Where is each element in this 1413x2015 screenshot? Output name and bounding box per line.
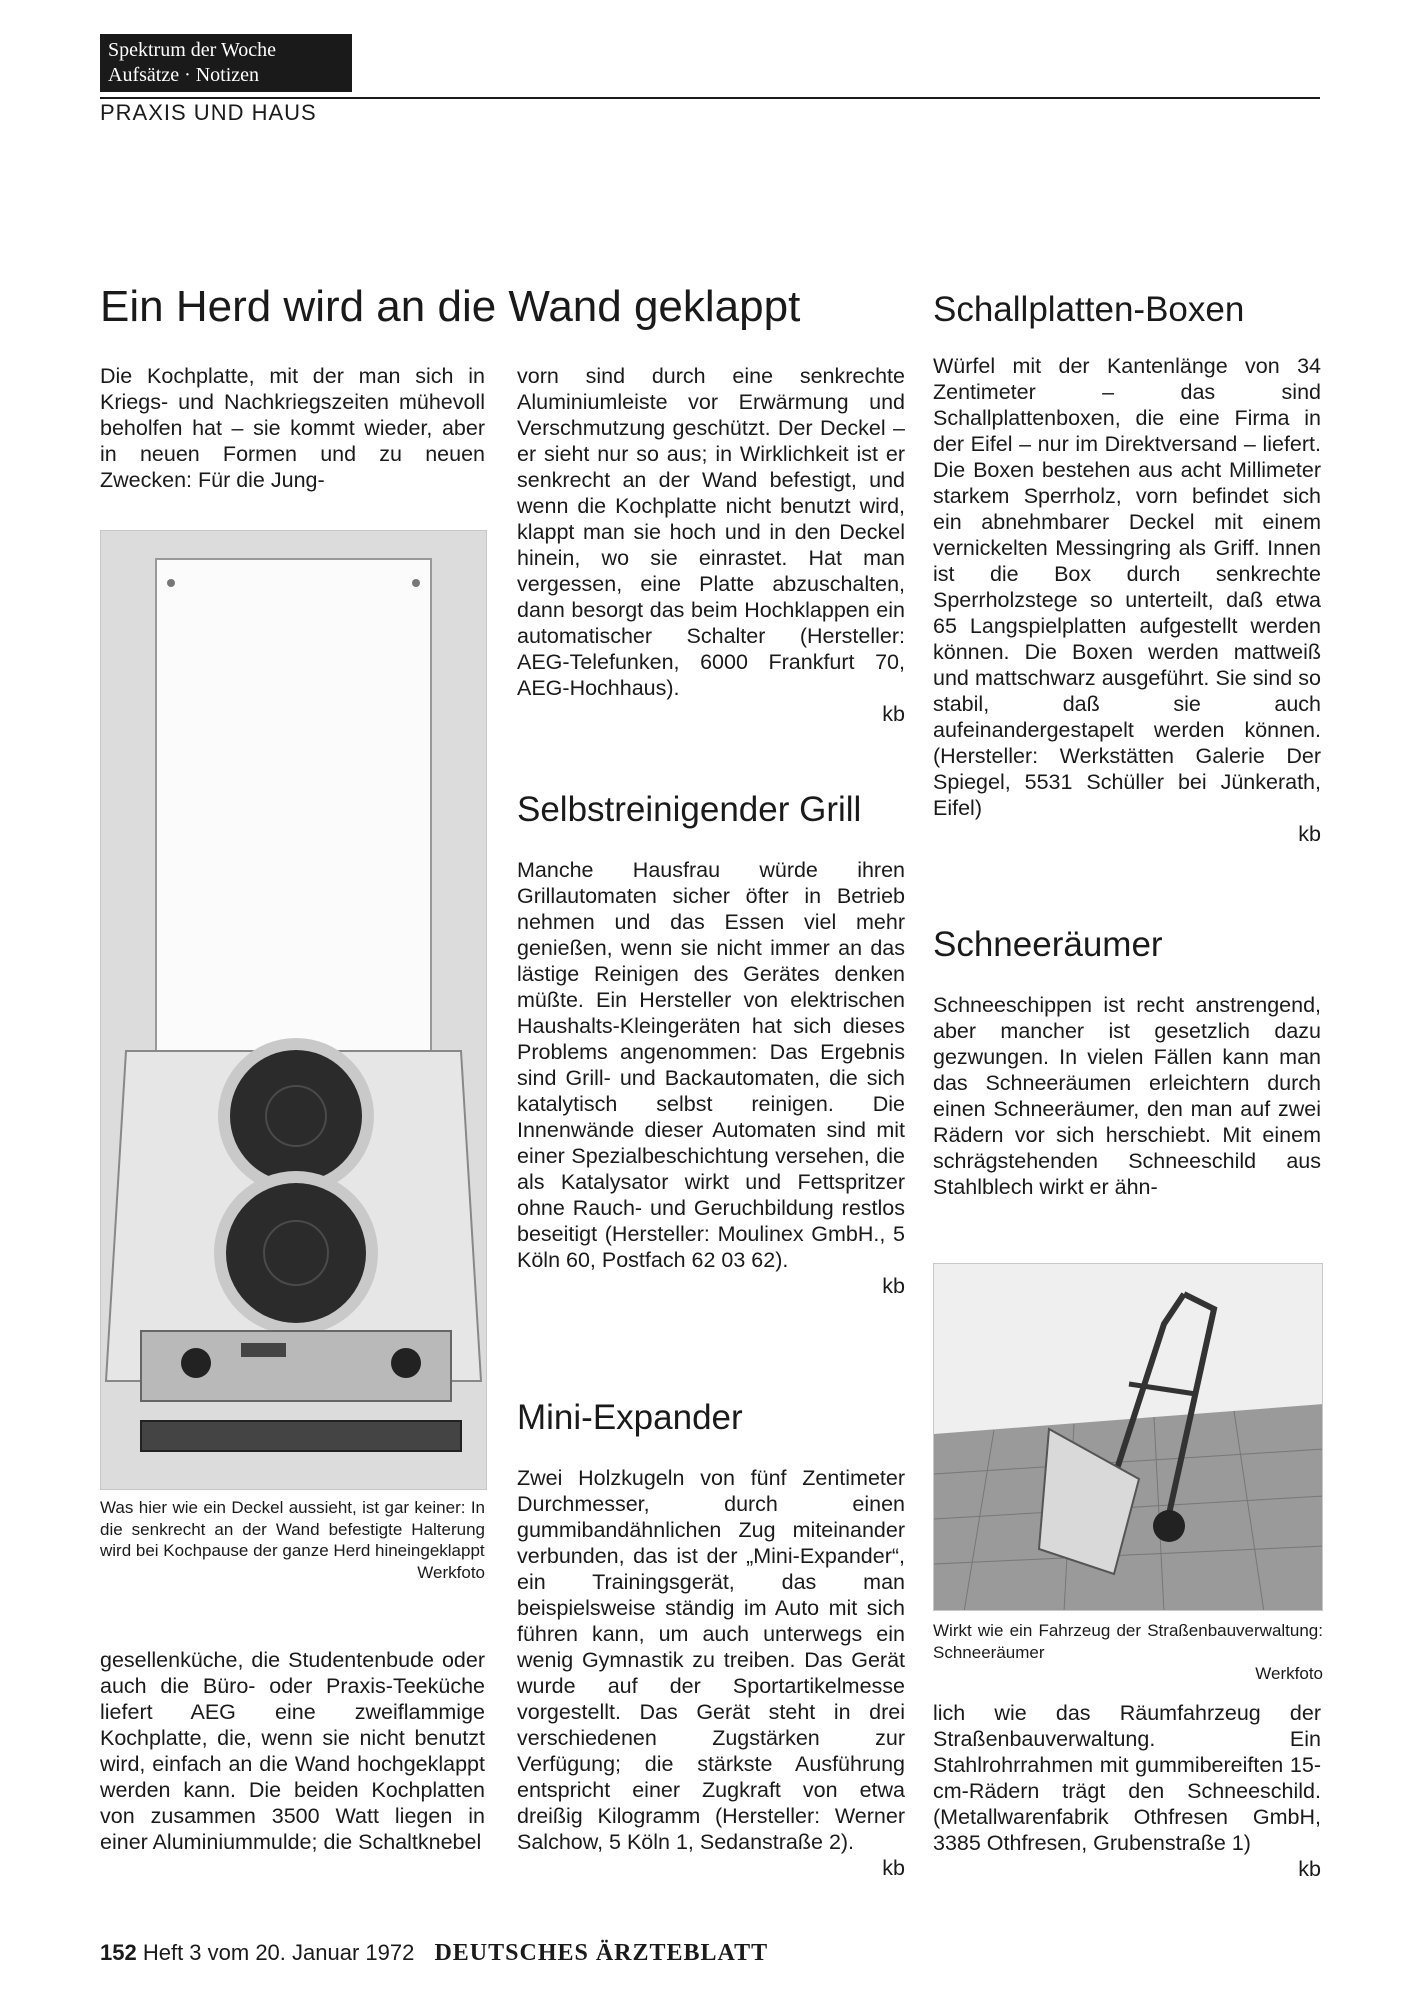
- boxen-text: [933, 353, 1321, 847]
- badge-line-2: Aufsätze · Notizen: [108, 64, 260, 86]
- section-heading: PRAXIS UND HAUS: [100, 100, 317, 125]
- stove-caption-text: Was hier wie ein Deckel aussieht, ist gar keiner: In die senkrecht an der Wand befestigte Halterung wird bei Kochpause der ganze Herd hineingeklappt: [100, 1498, 485, 1560]
- stove-photo: [100, 530, 487, 1490]
- expander-paragraph: Zwei Holzkugeln von fünf Zentimeter Durchmesser, durch einen gummibandähnlichen Zug miteinander verbunden, das ist der „Mini-Expander“, ein Trainingsgerät, das man beispielsweise ständig im Auto mit sich führen kann, um auch unterwegs ein wenig Gymnastik zu treiben. Das Gerät wurde auf der Sportartikelmesse vorgestellt. Das Gerät steht in drei verschiedenen Zugstärken zur Verfügung; die stärkste Ausführung entspricht einer Zugkraft von etwa dreißig Kilogramm (Hersteller: Werner Salchow, 5 Köln 1, Sedanstraße 2).: [517, 1466, 905, 1854]
- page-footer: [100, 1940, 768, 1967]
- grill-paragraph: Manche Hausfrau würde ihren Grillautomaten sicher öfter in Betrieb nehmen und das Essen viel mehr genießen, wenn sie nicht immer an das lästige Reinigen des Gerätes denken müßte. Ein Hersteller von elektrischen Haushalts-Kleingeräten hat sich dieses Problems angenommen: Das Ergebnis sind Grill- und Backautomaten, die sich katalytisch selbst reinigen. Die Innenwände dieser Automaten sind mit einer Spezialbeschichtung versehen, die als Katalysator wirkt und Fettspritzer ohne Rauch- und Geruchbildung restlos beseitigt (Hersteller: Moulinex GmbH., 5 Köln 60, Postfach 62 03 62).: [517, 858, 905, 1272]
- stove-illustration: [101, 531, 487, 1490]
- badge-line-1: Spektrum der Woche: [108, 39, 276, 61]
- article-title-expander: Mini-Expander: [517, 1398, 743, 1437]
- page-number: 152: [100, 1940, 137, 1965]
- stove-photo-credit: Werkfoto: [417, 1562, 485, 1582]
- grill-signature: kb: [882, 1274, 905, 1298]
- snow-plow-photo-credit: Werkfoto: [1255, 1664, 1323, 1683]
- herd-signature: kb: [882, 702, 905, 726]
- schnee-text: [933, 992, 1321, 1200]
- herd-intro-paragraph: Die Kochplatte, mit der man sich in Kriegs- und Nachkriegszeiten mühevoll beholfen hat – sie kommt wieder, aber in neuen Formen und zu neuen Zwecken: Für die Jung-: [100, 364, 485, 492]
- schnee-paragraph: Schneeschippen ist recht anstrengend, aber mancher ist gesetzlich dazu gezwungen. In vielen Fällen kann man das Schneeräumen erleichtern durch einen Schneeräumer, den man auf zwei Rädern vor sich herschiebt. Mit einem schrägstehenden Schneeschild aus Stahlblech wirkt er ähn-: [933, 993, 1321, 1199]
- snow-plow-illustration: [934, 1264, 1323, 1611]
- header-rule: [100, 97, 1320, 99]
- article-title-herd: Ein Herd wird an die Wand geklappt: [100, 282, 801, 331]
- herd-continued-text: [100, 1647, 485, 1855]
- grill-text: [517, 857, 905, 1299]
- masthead: DEUTSCHES ÄRZTEBLATT: [434, 1940, 769, 1966]
- herd-col2-paragraph: vorn sind durch eine senkrechte Aluminiumleiste vor Erwärmung und Verschmutzung geschützt. Der Deckel – er sieht nur so aus; in Wirklichkeit ist er senkrecht an der Wand befestigt, und wenn die Kochplatte nicht benutzt wird, klappt man sie hoch und in den Deckel hinein, wo sie einrastet. Hat man vergessen, eine Platte abzuschalten, dann besorgt das beim Hochklappen ein automatischer Schalter (Hersteller: AEG-Telefunken, 6000 Frankfurt 70, AEG-Hochhaus).: [517, 364, 905, 700]
- boxen-signature: kb: [1298, 822, 1321, 846]
- expander-text: [517, 1465, 905, 1881]
- schnee-continued-text: [933, 1700, 1321, 1882]
- article-title-boxen: Schallplatten-Boxen: [933, 290, 1245, 329]
- expander-signature: kb: [882, 1856, 905, 1880]
- snow-plow-photo: [933, 1263, 1323, 1611]
- snow-plow-caption: [933, 1620, 1323, 1685]
- schnee-signature: kb: [1298, 1857, 1321, 1881]
- issue-info: Heft 3 vom 20. Januar 1972: [142, 1940, 415, 1965]
- herd-intro-text: [100, 363, 485, 493]
- snow-plow-caption-text: Wirkt wie ein Fahrzeug der Straßenbauverwaltung: Schneeräumer: [933, 1621, 1323, 1662]
- herd-continued-paragraph: gesellenküche, die Studentenbude oder auch die Büro- oder Praxis-Teeküche liefert AEG eine zweiflammige Kochplatte, die, wenn sie nicht benutzt wird, einfach an die Wand hochgeklappt werden kann. Die beiden Kochplatten von zusammen 3500 Watt liegen in einer Aluminiummulde; die Schaltknebel: [100, 1648, 485, 1854]
- herd-col2-text: [517, 363, 905, 727]
- stove-caption: [100, 1497, 485, 1583]
- boxen-paragraph: Würfel mit der Kantenlänge von 34 Zentimeter – das sind Schallplattenboxen, die eine Firma in der Eifel – nur im Direktversand – liefert. Die Boxen bestehen aus acht Millimeter starkem Sperrholz, vorn befindet sich ein abnehmbarer Deckel mit einem vernickelten Messingring als Griff. Innen ist die Box durch senkrechte Sperrholzstege so unterteilt, daß etwa 65 Langspielplatten aufgestellt werden können. Die Boxen werden mattweiß und mattschwarz ausgeführt. Sie sind so stabil, daß sie auch aufeinandergestapelt werden können. (Hersteller: Werkstätten Galerie Der Spiegel, 5531 Schüller bei Jünkerath, Eifel): [933, 354, 1321, 820]
- article-title-grill: Selbstreinigender Grill: [517, 790, 862, 829]
- schnee-continued-paragraph: lich wie das Räumfahrzeug der Straßenbauverwaltung. Ein Stahlrohrrahmen mit gummibereiften 15-cm-Rädern trägt den Schneeschild. (Metallwarenfabrik Othfresen GmbH, 3385 Othfresen, Grubenstraße 1): [933, 1701, 1321, 1855]
- magazine-section-badge: [100, 34, 352, 92]
- article-title-schneeraeumer: Schneeräumer: [933, 925, 1163, 964]
